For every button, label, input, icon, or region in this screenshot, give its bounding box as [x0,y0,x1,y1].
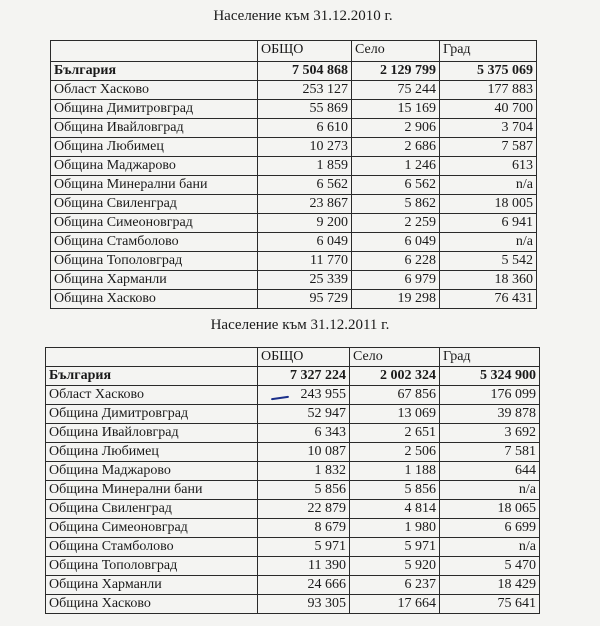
table-row [46,595,540,614]
table-row [46,405,540,424]
village-cell: 2 651 [350,424,440,443]
town-cell: 176 099 [440,386,540,405]
village-cell: 2 129 799 [352,62,440,81]
village-cell: 19 298 [352,290,440,309]
row-name: Община Свиленград [51,195,258,214]
total-cell: 1 832 [258,462,350,481]
total-cell: 6 049 [258,233,352,252]
total-cell: 23 867 [258,195,352,214]
total-cell: 55 869 [258,100,352,119]
row-name: Община Димитровград [46,405,258,424]
village-cell: 75 244 [352,81,440,100]
table-row [46,367,540,386]
total-cell: 253 127 [258,81,352,100]
table-row [46,443,540,462]
row-name: Област Хасково [51,81,258,100]
table-row [46,424,540,443]
table-2011-body [46,348,540,614]
population-table-2010 [50,40,537,309]
column-header: Град [440,41,537,62]
row-name: Община Стамболово [51,233,258,252]
row-name: Община Димитровград [51,100,258,119]
village-cell: 15 169 [352,100,440,119]
total-cell: 10 087 [258,443,350,462]
table-row [46,500,540,519]
row-name: Община Тополовград [51,252,258,271]
column-header: Село [352,41,440,62]
table-row [46,519,540,538]
total-cell: 52 947 [258,405,350,424]
total-cell: 11 390 [258,557,350,576]
row-name: Община Хасково [51,290,258,309]
table-row [51,100,537,119]
village-cell: 1 246 [352,157,440,176]
row-name: Община Симеоновград [51,214,258,233]
town-cell: n/a [440,481,540,500]
village-cell: 1 980 [350,519,440,538]
town-cell: 3 692 [440,424,540,443]
population-table-2011 [45,347,540,614]
table-row [51,233,537,252]
row-name: Община Маджарово [51,157,258,176]
town-cell: 18 429 [440,576,540,595]
table-row [51,176,537,195]
table-row [46,481,540,500]
town-cell: n/a [440,176,537,195]
table-row [46,576,540,595]
town-cell: 75 641 [440,595,540,614]
town-cell: 6 699 [440,519,540,538]
row-name: Община Тополовград [46,557,258,576]
row-name: България [51,62,258,81]
town-cell: 5 375 069 [440,62,537,81]
village-cell: 2 906 [352,119,440,138]
village-cell: 2 686 [352,138,440,157]
row-name: България [46,367,258,386]
village-cell: 13 069 [350,405,440,424]
town-cell: 5 324 900 [440,367,540,386]
row-name: Община Любимец [51,138,258,157]
total-cell: 5 856 [258,481,350,500]
village-cell: 4 814 [350,500,440,519]
table-row [51,138,537,157]
total-cell: 1 859 [258,157,352,176]
town-cell: 18 005 [440,195,537,214]
town-cell: 5 542 [440,252,537,271]
column-header [51,41,258,62]
table-row [51,81,537,100]
village-cell: 6 562 [352,176,440,195]
town-cell: 6 941 [440,214,537,233]
village-cell: 5 862 [352,195,440,214]
town-cell: 177 883 [440,81,537,100]
row-name: Община Любимец [46,443,258,462]
village-cell: 6 228 [352,252,440,271]
village-cell: 2 506 [350,443,440,462]
table-2011-title: Население към 31.12.2011 г. [210,317,390,333]
town-cell: 18 360 [440,271,537,290]
town-cell: 39 878 [440,405,540,424]
total-cell: 8 679 [258,519,350,538]
row-name: Община Ивайловград [46,424,258,443]
table-row [46,386,540,405]
total-cell: 6 562 [258,176,352,195]
total-cell: 9 200 [258,214,352,233]
row-name: Община Маджарово [46,462,258,481]
town-cell: 76 431 [440,290,537,309]
total-cell: 7 504 868 [258,62,352,81]
column-header: ОБЩО [258,41,352,62]
column-header [46,348,258,367]
row-name: Община Стамболово [46,538,258,557]
village-cell: 2 259 [352,214,440,233]
town-cell: 613 [440,157,537,176]
total-cell: 25 339 [258,271,352,290]
row-name: Община Ивайловград [51,119,258,138]
table-row [46,462,540,481]
table-row [51,252,537,271]
column-header: Град [440,348,540,367]
village-cell: 6 049 [352,233,440,252]
total-cell: 6 343 [258,424,350,443]
row-name: Община Симеоновград [46,519,258,538]
total-cell: 243 955 [258,386,350,405]
column-header: Село [350,348,440,367]
row-name: Община Свиленград [46,500,258,519]
town-cell: 40 700 [440,100,537,119]
village-cell: 6 237 [350,576,440,595]
row-name: Община Харманли [51,271,258,290]
table-row [51,271,537,290]
header-row [46,348,540,367]
row-name: Община Минерални бани [46,481,258,500]
village-cell: 2 002 324 [350,367,440,386]
total-cell: 95 729 [258,290,352,309]
table-row [46,538,540,557]
total-cell: 7 327 224 [258,367,350,386]
town-cell: 7 587 [440,138,537,157]
town-cell: 7 581 [440,443,540,462]
table-row [51,195,537,214]
town-cell: n/a [440,538,540,557]
total-cell: 93 305 [258,595,350,614]
total-cell: 22 879 [258,500,350,519]
row-name: Област Хасково [46,386,258,405]
town-cell: 5 470 [440,557,540,576]
total-cell: 10 273 [258,138,352,157]
total-cell: 11 770 [258,252,352,271]
town-cell: 3 704 [440,119,537,138]
village-cell: 5 920 [350,557,440,576]
header-row [51,41,537,62]
village-cell: 5 856 [350,481,440,500]
town-cell: 644 [440,462,540,481]
column-header: ОБЩО [258,348,350,367]
total-cell: 5 971 [258,538,350,557]
village-cell: 67 856 [350,386,440,405]
row-name: Община Минерални бани [51,176,258,195]
town-cell: n/a [440,233,537,252]
village-cell: 6 979 [352,271,440,290]
table-row [51,157,537,176]
village-cell: 5 971 [350,538,440,557]
table-row [51,214,537,233]
table-2010-title: Население към 31.12.2010 г. [213,8,393,24]
table-2010-body [51,41,537,309]
table-row [51,62,537,81]
total-cell: 24 666 [258,576,350,595]
row-name: Община Хасково [46,595,258,614]
table-row [46,557,540,576]
row-name: Община Харманли [46,576,258,595]
village-cell: 1 188 [350,462,440,481]
table-row [51,290,537,309]
table-row [51,119,537,138]
town-cell: 18 065 [440,500,540,519]
total-cell: 6 610 [258,119,352,138]
village-cell: 17 664 [350,595,440,614]
